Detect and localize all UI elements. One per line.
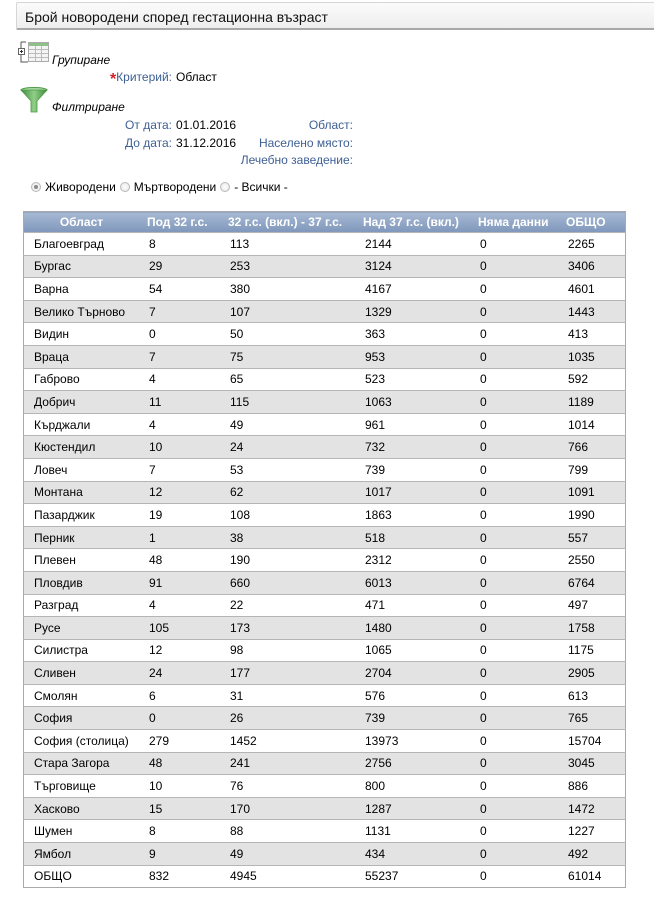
cell-under-32: 48 (139, 549, 220, 572)
cell-total: 492 (558, 843, 626, 866)
cell-under-32: 0 (139, 707, 220, 730)
table-row (24, 617, 626, 640)
cell-total: 15704 (558, 730, 626, 753)
cell-no-data: 0 (470, 820, 558, 843)
cell-over-37: 2704 (355, 662, 470, 685)
cell-region: Кюстендил (24, 436, 140, 459)
cell-under-32: 48 (139, 752, 220, 775)
cell-no-data: 0 (470, 865, 558, 888)
gestational-age-table (23, 211, 626, 888)
cell-under-32: 10 (139, 775, 220, 798)
cell-under-32: 12 (139, 639, 220, 662)
cell-32-37: 53 (220, 458, 355, 481)
region-filter-label: Област: (308, 118, 353, 132)
cell-32-37: 31 (220, 684, 355, 707)
cell-over-37: 739 (355, 458, 470, 481)
cell-under-32: 10 (139, 436, 220, 459)
report-title-bar (16, 2, 654, 30)
cell-no-data: 0 (470, 843, 558, 866)
cell-under-32: 105 (139, 617, 220, 640)
cell-region: Разград (24, 594, 140, 617)
cell-under-32: 1 (139, 526, 220, 549)
cell-32-37: 75 (220, 345, 355, 368)
cell-no-data: 0 (470, 458, 558, 481)
cell-32-37: 4945 (220, 865, 355, 888)
cell-over-37: 6013 (355, 571, 470, 594)
table-row (24, 707, 626, 730)
cell-over-37: 3124 (355, 255, 470, 278)
table-row (24, 436, 626, 459)
cell-region: Видин (24, 323, 140, 346)
birth-type-radio-group (31, 180, 292, 194)
cell-over-37: 2756 (355, 752, 470, 775)
cell-under-32: 4 (139, 594, 220, 617)
cell-under-32: 91 (139, 571, 220, 594)
cell-no-data: 0 (470, 662, 558, 685)
cell-32-37: 241 (220, 752, 355, 775)
cell-no-data: 0 (470, 436, 558, 459)
cell-total: 592 (558, 368, 626, 391)
cell-under-32: 279 (139, 730, 220, 753)
cell-32-37: 108 (220, 504, 355, 527)
cell-total: 497 (558, 594, 626, 617)
cell-over-37: 1480 (355, 617, 470, 640)
grouping-label[interactable]: Групиране (52, 53, 111, 67)
radio-all[interactable] (220, 180, 288, 194)
filtering-label[interactable]: Филтриране (52, 100, 125, 114)
grouping-table-icon[interactable] (18, 41, 50, 63)
table-row (24, 458, 626, 481)
table-row (24, 594, 626, 617)
funnel-icon[interactable] (20, 87, 48, 113)
cell-total: 2905 (558, 662, 626, 685)
from-date-value: 01.01.2016 (176, 118, 237, 132)
cell-region: Добрич (24, 391, 140, 414)
cell-32-37: 88 (220, 820, 355, 843)
table-header-row (24, 212, 626, 233)
cell-32-37: 253 (220, 255, 355, 278)
cell-under-32: 7 (139, 300, 220, 323)
cell-region: Хасково (24, 797, 140, 820)
cell-under-32: 29 (139, 255, 220, 278)
cell-total: 1443 (558, 300, 626, 323)
table-row (24, 775, 626, 798)
cell-32-37: 98 (220, 639, 355, 662)
cell-over-37: 1065 (355, 639, 470, 662)
cell-no-data: 0 (470, 571, 558, 594)
cell-under-32: 4 (139, 368, 220, 391)
cell-no-data: 0 (470, 300, 558, 323)
cell-32-37: 49 (220, 413, 355, 436)
radio-stillbirths[interactable] (120, 180, 216, 194)
cell-under-32: 832 (139, 865, 220, 888)
cell-32-37: 62 (220, 481, 355, 504)
cell-over-37: 953 (355, 345, 470, 368)
cell-32-37: 65 (220, 368, 355, 391)
cell-region: Шумен (24, 820, 140, 843)
cell-region: Ямбол (24, 843, 140, 866)
radio-button[interactable] (220, 182, 230, 192)
cell-region: Благоевград (24, 233, 140, 256)
cell-over-37: 1017 (355, 481, 470, 504)
cell-no-data: 0 (470, 707, 558, 730)
table-row (24, 752, 626, 775)
cell-under-32: 8 (139, 820, 220, 843)
table-row (24, 481, 626, 504)
cell-region: Бургас (24, 255, 140, 278)
radio-button-selected[interactable] (31, 182, 41, 192)
cell-total: 1035 (558, 345, 626, 368)
cell-total: 1227 (558, 820, 626, 843)
cell-over-37: 1131 (355, 820, 470, 843)
cell-total: 765 (558, 707, 626, 730)
cell-no-data: 0 (470, 345, 558, 368)
cell-over-37: 518 (355, 526, 470, 549)
criterion-value[interactable]: Област (176, 70, 217, 84)
cell-region: Пазарджик (24, 504, 140, 527)
radio-label: - Всички - (234, 180, 288, 194)
cell-no-data: 0 (470, 526, 558, 549)
cell-no-data: 0 (470, 323, 558, 346)
cell-no-data: 0 (470, 549, 558, 572)
cell-32-37: 1452 (220, 730, 355, 753)
cell-region: ОБЩО (24, 865, 140, 888)
table-row (24, 549, 626, 572)
table-body (24, 233, 626, 888)
report-title: Брой новородени според гестационна възраст (25, 9, 328, 25)
table-row (24, 391, 626, 414)
cell-no-data: 0 (470, 639, 558, 662)
cell-region: Велико Търново (24, 300, 140, 323)
cell-region: София (24, 707, 140, 730)
cell-32-37: 49 (220, 843, 355, 866)
cell-32-37: 173 (220, 617, 355, 640)
cell-over-37: 363 (355, 323, 470, 346)
cell-over-37: 13973 (355, 730, 470, 753)
cell-no-data: 0 (470, 797, 558, 820)
cell-region: Русе (24, 617, 140, 640)
column-header-no-data[interactable]: Няма данни (470, 212, 558, 233)
cell-total: 1175 (558, 639, 626, 662)
cell-32-37: 177 (220, 662, 355, 685)
table-row (24, 278, 626, 301)
cell-no-data: 0 (470, 391, 558, 414)
table-row (24, 797, 626, 820)
cell-region: Пловдив (24, 571, 140, 594)
table-row (24, 300, 626, 323)
radio-label: Мъртвородени (133, 180, 217, 194)
cell-under-32: 15 (139, 797, 220, 820)
table-row (24, 233, 626, 256)
cell-over-37: 471 (355, 594, 470, 617)
cell-total: 61014 (558, 865, 626, 888)
cell-no-data: 0 (470, 617, 558, 640)
cell-over-37: 1287 (355, 797, 470, 820)
cell-total: 1014 (558, 413, 626, 436)
cell-under-32: 7 (139, 458, 220, 481)
cell-over-37: 800 (355, 775, 470, 798)
table-row (24, 820, 626, 843)
cell-total: 3406 (558, 255, 626, 278)
cell-no-data: 0 (470, 255, 558, 278)
cell-region: Ловеч (24, 458, 140, 481)
cell-under-32: 11 (139, 391, 220, 414)
cell-32-37: 76 (220, 775, 355, 798)
radio-button[interactable] (120, 182, 130, 192)
radio-label: Живородени (45, 180, 116, 194)
cell-over-37: 732 (355, 436, 470, 459)
cell-total: 2265 (558, 233, 626, 256)
cell-no-data: 0 (470, 368, 558, 391)
cell-total: 1990 (558, 504, 626, 527)
cell-under-32: 0 (139, 323, 220, 346)
cell-no-data: 0 (470, 413, 558, 436)
cell-over-37: 2144 (355, 233, 470, 256)
facility-filter-label: Лечебно заведение: (240, 153, 353, 167)
cell-total: 557 (558, 526, 626, 549)
radio-live-births[interactable] (31, 180, 116, 194)
cell-total: 1189 (558, 391, 626, 414)
column-header-total[interactable]: ОБЩО (558, 212, 626, 233)
cell-32-37: 115 (220, 391, 355, 414)
cell-32-37: 660 (220, 571, 355, 594)
table-row (24, 368, 626, 391)
cell-32-37: 50 (220, 323, 355, 346)
cell-over-37: 1863 (355, 504, 470, 527)
cell-region: Габрово (24, 368, 140, 391)
cell-no-data: 0 (470, 594, 558, 617)
cell-region: Сливен (24, 662, 140, 685)
cell-total: 6764 (558, 571, 626, 594)
cell-no-data: 0 (470, 481, 558, 504)
cell-over-37: 1329 (355, 300, 470, 323)
cell-32-37: 22 (220, 594, 355, 617)
cell-no-data: 0 (470, 504, 558, 527)
cell-region: София (столица) (24, 730, 140, 753)
table-total-row (24, 865, 626, 888)
column-header-over-37[interactable]: Над 37 г.с. (вкл.) (355, 212, 470, 233)
cell-under-32: 24 (139, 662, 220, 685)
cell-32-37: 24 (220, 436, 355, 459)
cell-no-data: 0 (470, 775, 558, 798)
cell-total: 1091 (558, 481, 626, 504)
cell-total: 1758 (558, 617, 626, 640)
cell-32-37: 107 (220, 300, 355, 323)
cell-no-data: 0 (470, 752, 558, 775)
cell-total: 4601 (558, 278, 626, 301)
column-header-under-32[interactable]: Под 32 г.с. (139, 212, 220, 233)
table-row (24, 323, 626, 346)
column-header-32-37[interactable]: 32 г.с. (вкл.) - 37 г.с. (220, 212, 355, 233)
cell-under-32: 4 (139, 413, 220, 436)
table-row (24, 255, 626, 278)
table-row (24, 639, 626, 662)
table-row (24, 730, 626, 753)
cell-total: 2550 (558, 549, 626, 572)
cell-no-data: 0 (470, 278, 558, 301)
cell-region: Враца (24, 345, 140, 368)
cell-over-37: 523 (355, 368, 470, 391)
table-row (24, 662, 626, 685)
cell-total: 886 (558, 775, 626, 798)
cell-region: Търговище (24, 775, 140, 798)
cell-no-data: 0 (470, 730, 558, 753)
table-row (24, 526, 626, 549)
cell-region: Перник (24, 526, 140, 549)
cell-no-data: 0 (470, 233, 558, 256)
cell-region: Плевен (24, 549, 140, 572)
cell-32-37: 26 (220, 707, 355, 730)
cell-region: Кърджали (24, 413, 140, 436)
cell-over-37: 961 (355, 413, 470, 436)
cell-under-32: 6 (139, 684, 220, 707)
table-row (24, 345, 626, 368)
cell-region: Варна (24, 278, 140, 301)
cell-over-37: 2312 (355, 549, 470, 572)
cell-over-37: 576 (355, 684, 470, 707)
cell-under-32: 9 (139, 843, 220, 866)
cell-under-32: 19 (139, 504, 220, 527)
cell-32-37: 113 (220, 233, 355, 256)
cell-32-37: 170 (220, 797, 355, 820)
cell-over-37: 434 (355, 843, 470, 866)
required-mark: * (109, 71, 117, 88)
cell-total: 766 (558, 436, 626, 459)
column-header-region[interactable]: Област (24, 212, 140, 233)
settlement-filter-label: Населено място: (258, 136, 353, 150)
cell-region: Смолян (24, 684, 140, 707)
cell-total: 413 (558, 323, 626, 346)
to-date-label: До дата: (124, 136, 172, 150)
table-row (24, 684, 626, 707)
cell-total: 799 (558, 458, 626, 481)
cell-total: 1472 (558, 797, 626, 820)
cell-over-37: 1063 (355, 391, 470, 414)
cell-under-32: 7 (139, 345, 220, 368)
cell-region: Силистра (24, 639, 140, 662)
table-row (24, 843, 626, 866)
cell-total: 3045 (558, 752, 626, 775)
cell-32-37: 38 (220, 526, 355, 549)
cell-region: Стара Загора (24, 752, 140, 775)
cell-no-data: 0 (470, 684, 558, 707)
criterion-label-text: Критерий: (116, 70, 172, 84)
cell-under-32: 12 (139, 481, 220, 504)
cell-region: Монтана (24, 481, 140, 504)
table-row (24, 504, 626, 527)
cell-over-37: 4167 (355, 278, 470, 301)
table-row (24, 571, 626, 594)
to-date-value: 31.12.2016 (176, 136, 237, 150)
cell-total: 613 (558, 684, 626, 707)
cell-under-32: 54 (139, 278, 220, 301)
cell-32-37: 380 (220, 278, 355, 301)
from-date-label: От дата: (125, 118, 172, 132)
cell-32-37: 190 (220, 549, 355, 572)
table-row (24, 413, 626, 436)
cell-over-37: 55237 (355, 865, 470, 888)
cell-over-37: 739 (355, 707, 470, 730)
cell-under-32: 8 (139, 233, 220, 256)
